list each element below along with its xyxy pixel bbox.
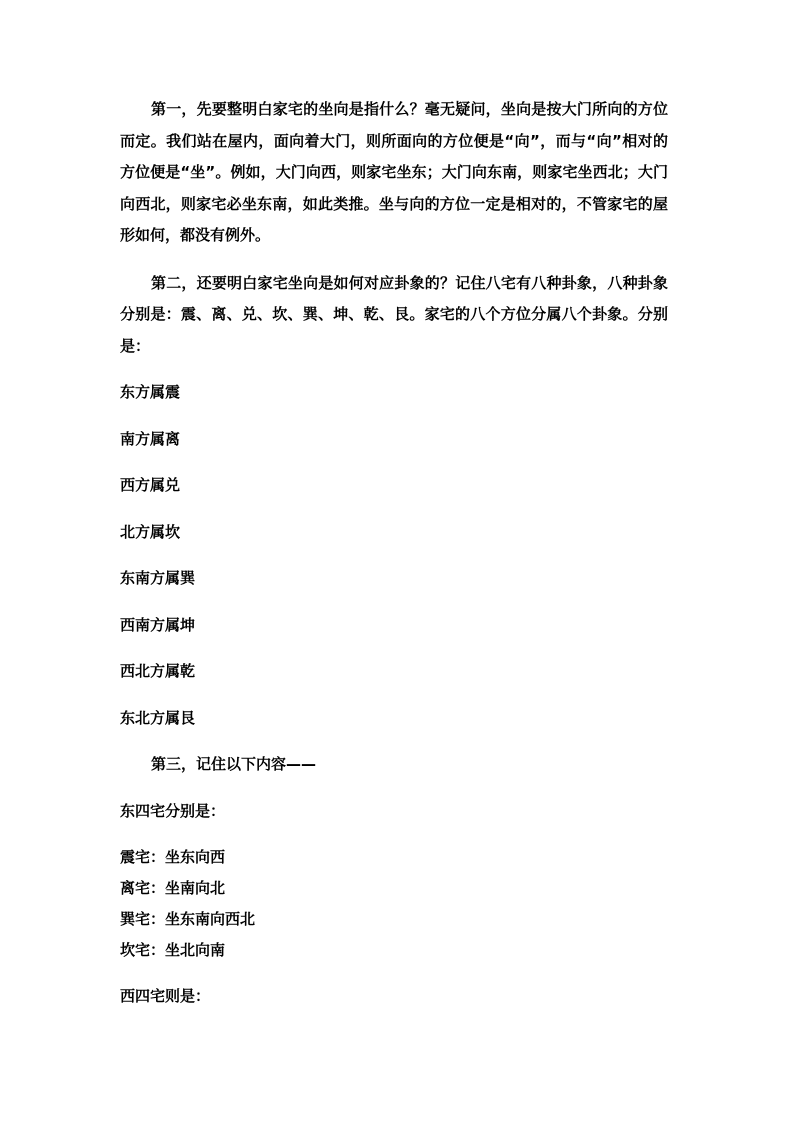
- document-page: [120, 94, 668, 1013]
- east-four-item-xun: 巽宅：坐东南向西北: [120, 910, 256, 928]
- direction-item-east: 东方属震: [120, 383, 181, 401]
- paragraph-first: 第一，先要整明白家宅的坐向是指什么？毫无疑问，坐向是按大门所向的方位而定。我们站在屋内，面向着大门，则所面向的方位便是“向”，而与“向”相对的方位便是“坐”。例如，大门向西，则家宅坐东；大门向东南，则家宅坐西北；大门向西北，则家宅必坐东南，如此类推。坐与向的方位一定是相对的，不管家宅的屋形如何，都没有例外。: [120, 100, 668, 244]
- paragraph-second: 第二，还要明白家宅坐向是如何对应卦象的？记住八宅有八种卦象，八种卦象分别是：震、离、兑、坎、巽、坤、乾、艮。家宅的八个方位分属八个卦象。分别是：: [120, 273, 668, 355]
- direction-item-west: 西方属兑: [120, 476, 181, 494]
- east-four-list: [120, 842, 668, 966]
- direction-item-south: 南方属离: [120, 429, 181, 448]
- direction-item-northwest: 西北方属乾: [120, 662, 196, 680]
- direction-item-north: 北方属坎: [120, 522, 181, 541]
- paragraph-third: 第三，记住以下内容——: [151, 755, 317, 773]
- east-four-item-kan: 坎宅：坐北向南: [120, 941, 226, 959]
- east-four-item-zhen: 震宅：坐东向西: [120, 848, 226, 866]
- direction-item-northeast: 东北方属艮: [120, 708, 196, 727]
- west-four-heading: 西四宅则是：: [120, 987, 211, 1005]
- east-four-heading: 东四宅分别是：: [120, 801, 226, 820]
- direction-item-southwest: 西南方属坤: [120, 615, 196, 634]
- east-four-item-li: 离宅：坐南向北: [120, 879, 226, 897]
- direction-item-southeast: 东南方属巽: [120, 569, 196, 587]
